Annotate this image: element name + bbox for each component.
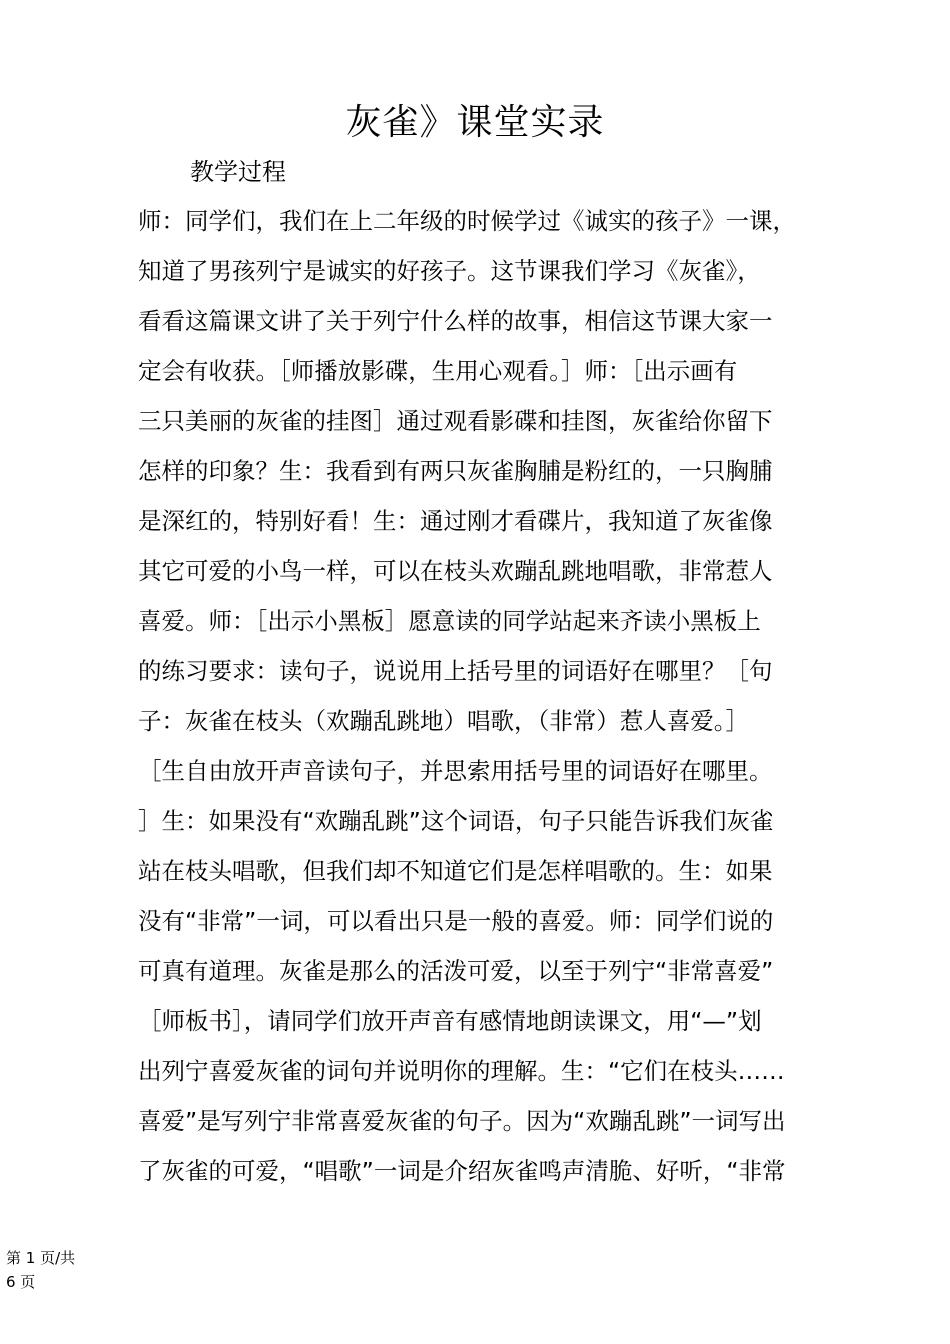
body-line: ［师板书］，请同学们放开声音有感情地朗读课文，用“—”划 (138, 1007, 762, 1035)
body-line: 怎样的印象？生：我看到有两只灰雀胸脯是粉红的，一只胸脯 (138, 457, 773, 485)
body-line: 出列宁喜爱灰雀的词句并说明你的理解。生：“它们在枝头…… (138, 1057, 785, 1085)
body-line: 了灰雀的可爱，“唱歌”一词是介绍灰雀鸣声清脆、好听，“非常 (138, 1157, 786, 1185)
body-line: 可真有道理。灰雀是那么的活泼可爱，以至于列宁“非常喜爱” (138, 957, 774, 985)
body-line: ［生自由放开声音读句子，并思索用括号里的词语好在哪里。 (138, 757, 773, 785)
page-indicator-line1: 第 1 页/共 (6, 1249, 76, 1267)
page-indicator-line2: 6 页 (6, 1273, 36, 1291)
body-line: 三只美丽的灰雀的挂图］通过观看影碟和挂图，灰雀给你留下 (138, 407, 773, 435)
body-line: 知道了男孩列宁是诚实的好孩子。这节课我们学习《灰雀》， (138, 257, 761, 285)
body-line: 师：同学们，我们在上二年级的时候学过《诚实的孩子》一课， (138, 207, 796, 235)
page-indicator (6, 1246, 86, 1294)
body-line: 定会有收获。［师播放影碟，生用心观看。］师：［出示画有 (138, 357, 738, 385)
body-line: ］生：如果没有“欢蹦乱跳”这个词语，句子只能告诉我们灰雀 (138, 807, 774, 835)
document-title: 灰雀》课堂实录 (345, 102, 605, 143)
body-line: 站在枝头唱歌，但我们却不知道它们是怎样唱歌的。生：如果 (138, 857, 773, 885)
body-line: 其它可爱的小鸟一样，可以在枝头欢蹦乱跳地唱歌，非常惹人 (138, 557, 773, 585)
body-line: 喜爱。师：［出示小黑板］愿意读的同学站起来齐读小黑板上 (138, 607, 761, 635)
body-line: 没有“非常”一词，可以看出只是一般的喜爱。师：同学们说的 (138, 907, 774, 935)
body-line: 的练习要求：读句子，说说用上括号里的词语好在哪里？［句 (138, 657, 773, 685)
body-line: 是深红的，特别好看！生：通过刚才看碟片，我知道了灰雀像 (138, 507, 773, 535)
body-line: 看看这篇课文讲了关于列宁什么样的故事，相信这节课大家一 (138, 307, 773, 335)
body-line: 喜爱”是写列宁非常喜爱灰雀的句子。因为“欢蹦乱跳”一词写出 (138, 1107, 786, 1135)
body-line: 子：灰雀在枝头（欢蹦乱跳地）唱歌，（非常）惹人喜爱。］ (138, 707, 749, 735)
section-heading: 教学过程 (190, 158, 286, 186)
